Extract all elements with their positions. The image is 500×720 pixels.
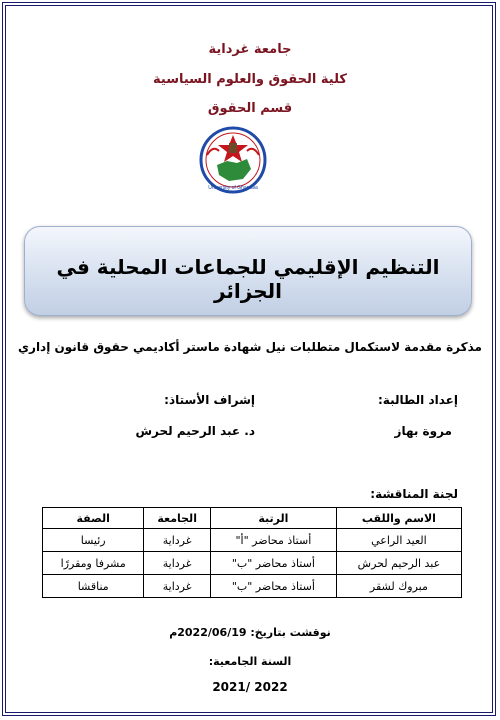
committee-label: لجنة المناقشة: (370, 487, 458, 501)
faculty-name: كلية الحقوق والعلوم السياسية (153, 72, 347, 87)
student-label: إعداد الطالبة: (378, 393, 458, 407)
member-university: غرداية (144, 575, 211, 598)
member-university: غرداية (144, 529, 211, 552)
column-header-university: الجامعة (144, 508, 211, 529)
member-rank: أستاذ محاضر "أ" (210, 529, 336, 552)
thesis-subtitle: مذكرة مقدمة لاستكمال متطلبات نيل شهادة ماستر أكاديمي حقوق قانون إداري (18, 340, 482, 354)
student-name: مروة بهاز (394, 424, 452, 438)
academic-year-label: السنة الجامعية: (208, 655, 292, 668)
academic-year: 2022 /2021 (212, 680, 288, 694)
logo-caption: University of Ghardaia (208, 185, 258, 191)
member-name: مبروك لشقر (336, 575, 461, 598)
column-header-name: الاسم واللقب (336, 508, 461, 529)
member-role: رئيسا (43, 529, 144, 552)
supervisor-name: د. عبد الرحيم لحرش (135, 424, 255, 438)
university-logo (193, 125, 273, 195)
member-role: مشرفا ومقررًا (43, 552, 144, 575)
table-row (43, 552, 462, 575)
member-role: مناقشا (43, 575, 144, 598)
member-name: عبد الرحيم لحرش (336, 552, 461, 575)
table-row (43, 529, 462, 552)
defense-date: نوقشت بتاريخ: 2022/06/19م (169, 626, 331, 639)
table-row (43, 575, 462, 598)
table-header-row (43, 508, 462, 529)
thesis-title: التنظيم الإقليمي للجماعات المحلية في الجزائر (56, 255, 440, 303)
title-banner (24, 226, 472, 316)
committee-table (42, 507, 462, 598)
member-name: العيد الراعي (336, 529, 461, 552)
column-header-rank: الرتبة (210, 508, 336, 529)
member-rank: أستاذ محاضر "ب" (210, 552, 336, 575)
member-rank: أستاذ محاضر "ب" (210, 575, 336, 598)
department-name: قسم الحقوق (207, 101, 293, 116)
column-header-role: الصفة (43, 508, 144, 529)
tower-icon (229, 143, 237, 153)
member-university: غرداية (144, 552, 211, 575)
supervisor-label: إشراف الأستاذ: (164, 393, 255, 407)
university-name: جامعة غرداية (208, 42, 292, 57)
